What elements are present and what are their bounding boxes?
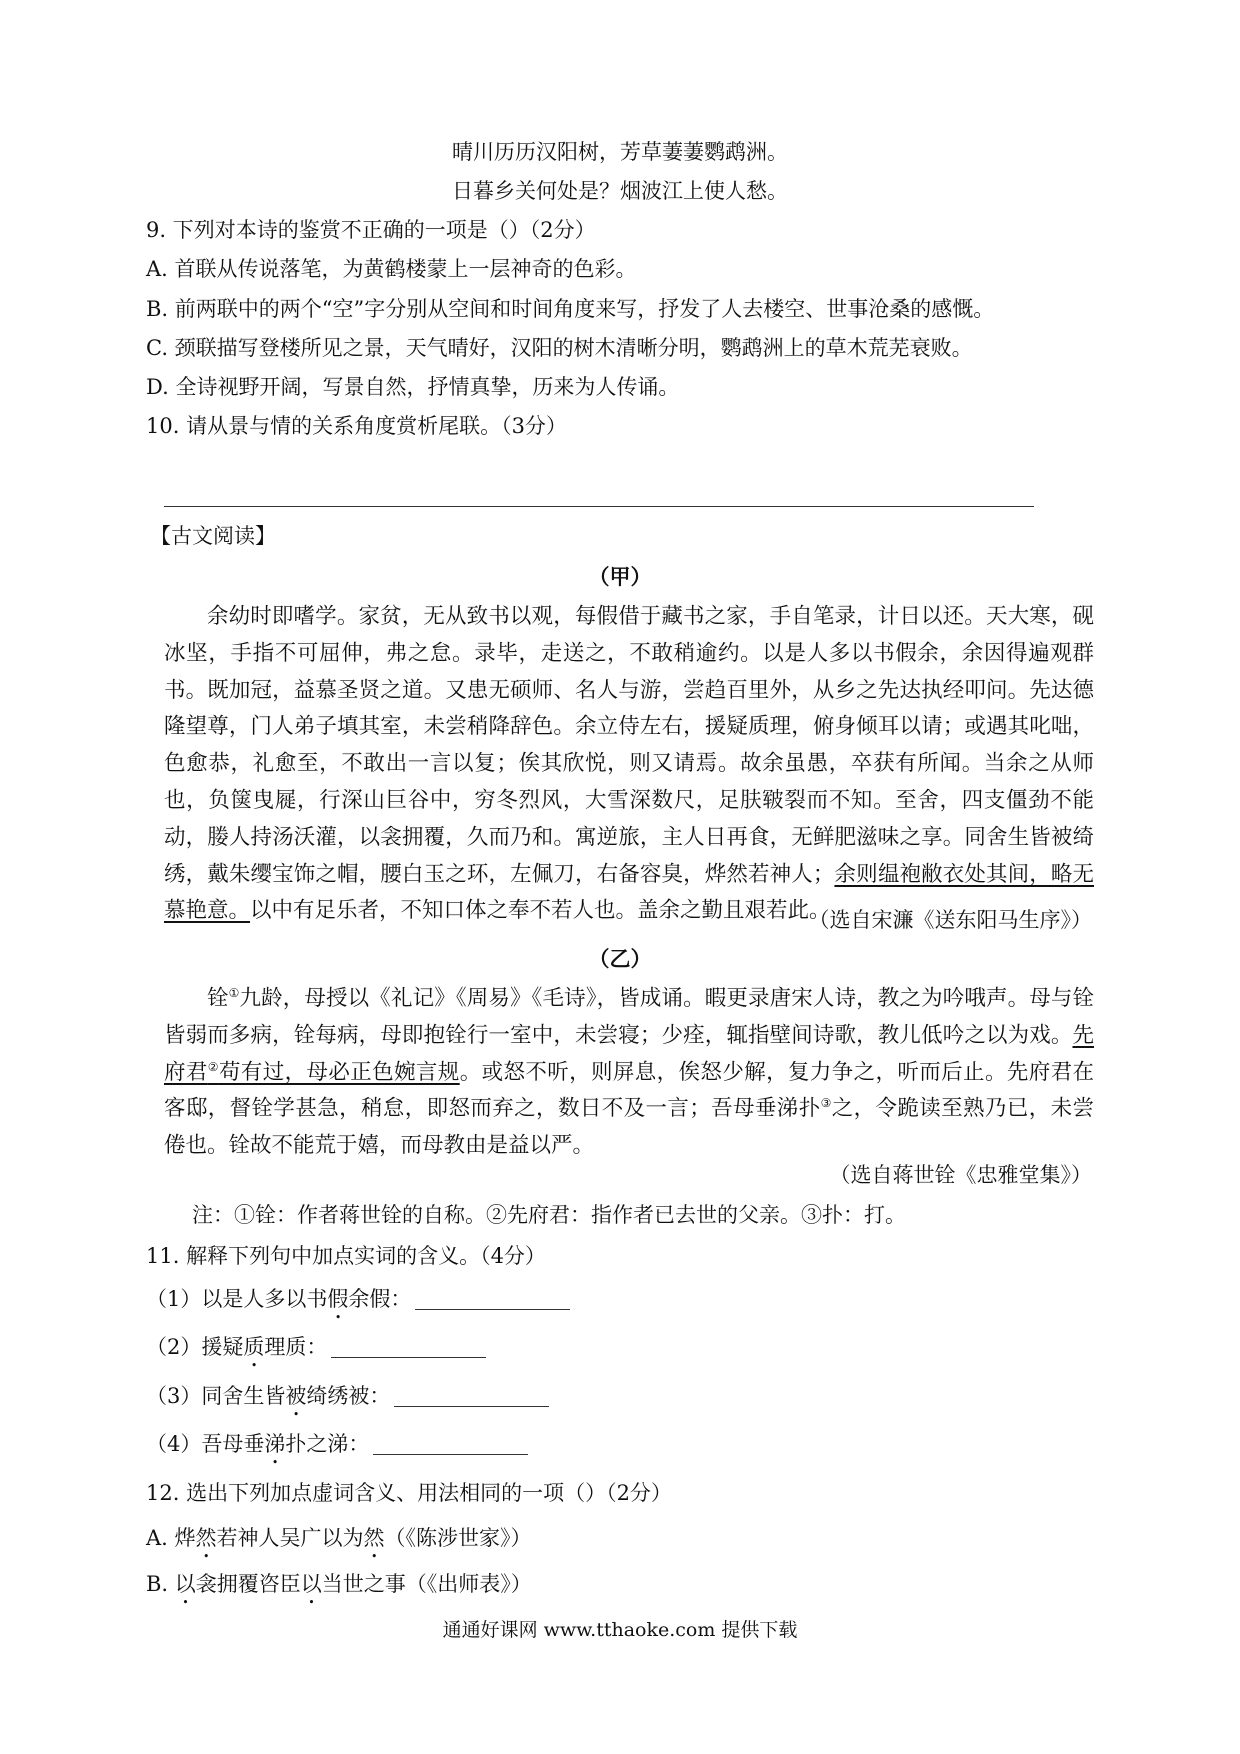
q11-item-4-label: 扑之涕： — [285, 1432, 370, 1456]
q11-item-3-dotted-word: 被 — [285, 1384, 307, 1408]
passage-jia-part2: 以中有足乐者，不知口体之奉不若人也。盖余之勤且艰若此。 — [250, 898, 831, 924]
q12-option-b-text-3: 当世之事（《出师表》） — [321, 1572, 532, 1596]
q11-item-1-label: 余假： — [348, 1287, 412, 1311]
q12-stem: 12. 选出下列加点虚词含义、用法相同的一项（）（2分） — [146, 1481, 672, 1505]
q11-answer-blank-3[interactable] — [394, 1384, 549, 1407]
q11-answer-blank-4[interactable] — [373, 1432, 528, 1455]
q11-item-2-text: （2）援疑 — [146, 1335, 244, 1359]
q12-option-b-text-1: B. — [146, 1572, 175, 1596]
q11-item-4-dotted-word: 涕 — [264, 1432, 286, 1456]
passage-yi-underlined-2: 苟有过，母必正色婉言规 — [218, 1059, 460, 1085]
q11-answer-blank-1[interactable] — [415, 1287, 570, 1310]
q11-item-1-dotted-word: 假 — [327, 1287, 349, 1311]
passage-jia-part1: 余幼时即嗜学。家贫，无从致书以观，每假借于藏书之家，手自笔录，计日以还。天大寒，砚冰坚，手指不可屈伸，弗之怠。录毕，走送之，不敢稍逾约。以是人多以书假余，余因得遍观群书。既加冠，益慕圣贤之道。又患无硕师、名人与游，尝趋百里外，从乡之先达执经叩问。先达德隆望尊，门人弟子填其室，未尝稍降辞色。余立侍左右，援疑质理，俯身倾耳以请；或遇其叱咄，色愈恭，礼愈至，不敢出一言以复；俟其欣悦，则又请焉。故余虽愚，卒获有所闻。当余之从师也，负箧曳屣，行深山巨谷中，穷冬烈风，大雪深数尺，足肤皲裂而不知。至舍，四支僵劲不能动，媵人持汤沃灌，以衾拥覆，久而乃和。寓逆旅，主人日再食，无鲜肥滋味之享。同舍生皆被绮绣，戴朱缨宝饰之帽，腰白玉之环，左佩刀，右备容臭，烨然若神人； — [164, 604, 1094, 887]
q12-option-a-dotted-2: 然 — [363, 1526, 385, 1550]
passage-yi-underlined-1: 先府君 — [164, 1022, 1094, 1085]
passage-yi-source: （选自蒋世铨《忠雅堂集》） — [829, 1163, 1092, 1187]
passage-yi-part2: 九龄，母授以《礼记》《周易》《毛诗》，皆成诵。暇更录唐宋人诗，教之为吟哦声。母与铨皆弱而多病，铨每病，母即抱铨行一室中，未尝寝；少痊，辄指壁间诗歌，教儿低吟之以为戏。 — [164, 986, 1094, 1048]
q11-item-3-label: 绮绣被： — [306, 1384, 391, 1408]
passage-jia-underlined: 余则缊袍敝衣处其间，略无慕艳意。 — [164, 861, 1094, 924]
q12-option-a-dotted-1: 然 — [195, 1526, 217, 1550]
q12-option-b-text-2: 衾拥覆咨臣 — [195, 1572, 301, 1596]
q12-option-a-text-1: A. 烨 — [146, 1526, 196, 1550]
q11-item-1 — [146, 1285, 570, 1324]
q11-item-2-dotted-word: 质 — [243, 1335, 265, 1359]
q9-option-c: C. 颈联描写登楼所见之景，天气晴好，汉阳的树木清晰分明，鹦鹉洲上的草木荒芜衰败。 — [146, 336, 973, 360]
q12-option-a-text-2: 若神人吴广以为 — [216, 1526, 364, 1550]
passage-yi-heading: （乙） — [588, 946, 652, 971]
footnote-mark-2: ② — [207, 1059, 219, 1074]
q9-option-b: B. 前两联中的两个“空”字分别从空间和时间角度来写，抒发了人去楼空、世事沧桑的感慨。 — [146, 297, 995, 321]
passage-jia-text — [164, 599, 1094, 930]
q11-item-3-text: （3）同舍生皆 — [146, 1384, 286, 1408]
q11-item-3 — [146, 1382, 549, 1421]
answer-line-q10 — [164, 506, 1034, 507]
passage-jia-source: （选自宋濂《送东阳马生序》） — [808, 908, 1092, 932]
q11-answer-blank-2[interactable] — [331, 1335, 486, 1358]
passage-yi-part3: 。或怒不听，则屏息，俟怒少解，复力争之，听而后止。先府君在客邸，督铨学甚急，稍怠，即怒而弃之，数日不及一言；吾母垂涕扑 — [164, 1059, 1094, 1122]
q11-item-2 — [146, 1333, 486, 1372]
page-footer: 通通好课网 www.tthaoke.com 提供下载 — [442, 1619, 798, 1641]
q9-option-a: A. 首联从传说落笔，为黄鹤楼蒙上一层神奇的色彩。 — [146, 257, 637, 281]
passage-yi-part1: 铨 — [207, 986, 229, 1011]
footnotes: 注：①铨：作者蒋世铨的自称。②先府君：指作者已去世的父亲。③扑：打。 — [192, 1203, 906, 1227]
q11-item-4 — [146, 1430, 528, 1469]
footnote-mark-3: ③ — [820, 1096, 832, 1111]
poem-line-4: 日暮乡关何处是？烟波江上使人愁。 — [452, 179, 788, 203]
q12-option-b-dotted-1: 以 — [174, 1572, 196, 1596]
passage-yi-text — [164, 981, 1094, 1165]
q12-option-b-dotted-2: 以 — [300, 1572, 322, 1596]
q12-option-a-text-3: （《陈涉世家》） — [384, 1526, 532, 1550]
q9-option-d: D. 全诗视野开阔，写景自然，抒情真挚，历来为人传诵。 — [146, 375, 680, 399]
q11-stem: 11. 解释下列句中加点实词的含义。（4分） — [146, 1244, 546, 1268]
q11-item-2-label: 理质： — [264, 1335, 328, 1359]
passage-jia-heading: （甲） — [588, 564, 652, 589]
q12-option-b — [146, 1570, 532, 1609]
q11-item-4-text: （4）吾母垂 — [146, 1432, 265, 1456]
footnote-mark-1: ① — [228, 985, 240, 1000]
passage-yi-part4: 之，令跪读至熟乃已，未尝倦也。铨故不能荒于嬉，而母教由是益以严。 — [164, 1096, 1094, 1159]
section-title: 【古文阅读】 — [150, 524, 276, 548]
poem-line-3: 晴川历历汉阳树，芳草萋萋鹦鹉洲。 — [452, 140, 788, 164]
q12-option-a — [146, 1524, 532, 1563]
q10-stem: 10. 请从景与情的关系角度赏析尾联。（3分） — [146, 414, 567, 438]
q11-item-1-text: （1）以是人多以书 — [146, 1287, 328, 1311]
q9-stem: 9. 下列对本诗的鉴赏不正确的一项是（）（2分） — [146, 218, 596, 242]
